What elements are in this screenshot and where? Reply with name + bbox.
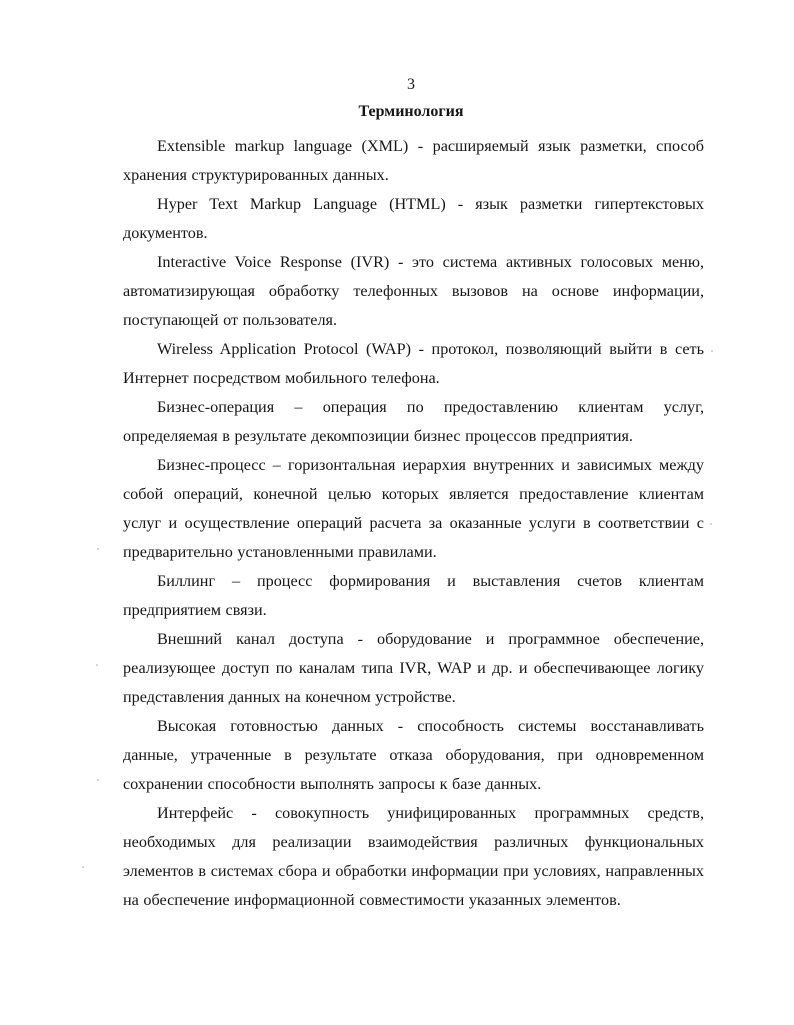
scan-speck [96, 664, 98, 666]
scan-speck [97, 548, 99, 550]
term-interface-paragraph: Интерфейс - совокупность унифицированных программных средств, необходимых для реализации взаимодействия различных функциональных элементов в системах сбора и обработки информации при условиях, направленных на обеспечение информационной совместимости указанных элементов. [123, 804, 704, 909]
terminology-list [123, 132, 704, 915]
page-number: 3 [407, 76, 415, 93]
page-title: Терминология [358, 103, 464, 120]
scan-speck [711, 350, 713, 352]
term-business-operation-paragraph: Бизнес-операция – операция по предоставлению клиентам услуг, определяемая в результате декомпозиции бизнес процессов предприятия. [123, 398, 704, 445]
term-external-channel-paragraph: Внешний канал доступа - оборудование и программное обеспечение, реализующее доступ по каналам типа IVR, WAP и др. и обеспечивающее логику представления данных на конечном устройстве. [123, 630, 704, 706]
term-billing-paragraph: Биллинг – процесс формирования и выставления счетов клиентам предприятием связи. [123, 572, 704, 619]
term-high-availability-paragraph: Высокая готовностью данных - способность системы восстанавливать данные, утраченные в результате отказа оборудования, при одновременном сохранении способности выполнять запросы к базе данных. [123, 717, 704, 793]
term-xml-paragraph: Extensible markup language (XML) - расширяемый язык разметки, способ хранения структурированных данных. [123, 137, 704, 184]
scan-speck [82, 866, 84, 868]
term-html-paragraph: Hyper Text Markup Language (HTML) - язык разметки гипертекстовых документов. [123, 195, 704, 242]
term-business-process-paragraph: Бизнес-процесс – горизонтальная иерархия внутренних и зависимых между собой операций, конечной целью которых является предоставление клиентам услуг и осуществление операций расчета за оказанные услуги в соответствии с предварительно установленными правилами. [123, 456, 704, 561]
term-wap-paragraph: Wireless Application Protocol (WAP) - протокол, позволяющий выйти в сеть Интернет посредством мобильного телефона. [123, 340, 704, 387]
scan-speck [710, 523, 712, 525]
term-ivr-paragraph: Interactive Voice Response (IVR) - это система активных голосовых меню, автоматизирующая обработку телефонных вызовов на основе информации, поступающей от пользователя. [123, 253, 704, 329]
scan-speck [97, 779, 99, 781]
